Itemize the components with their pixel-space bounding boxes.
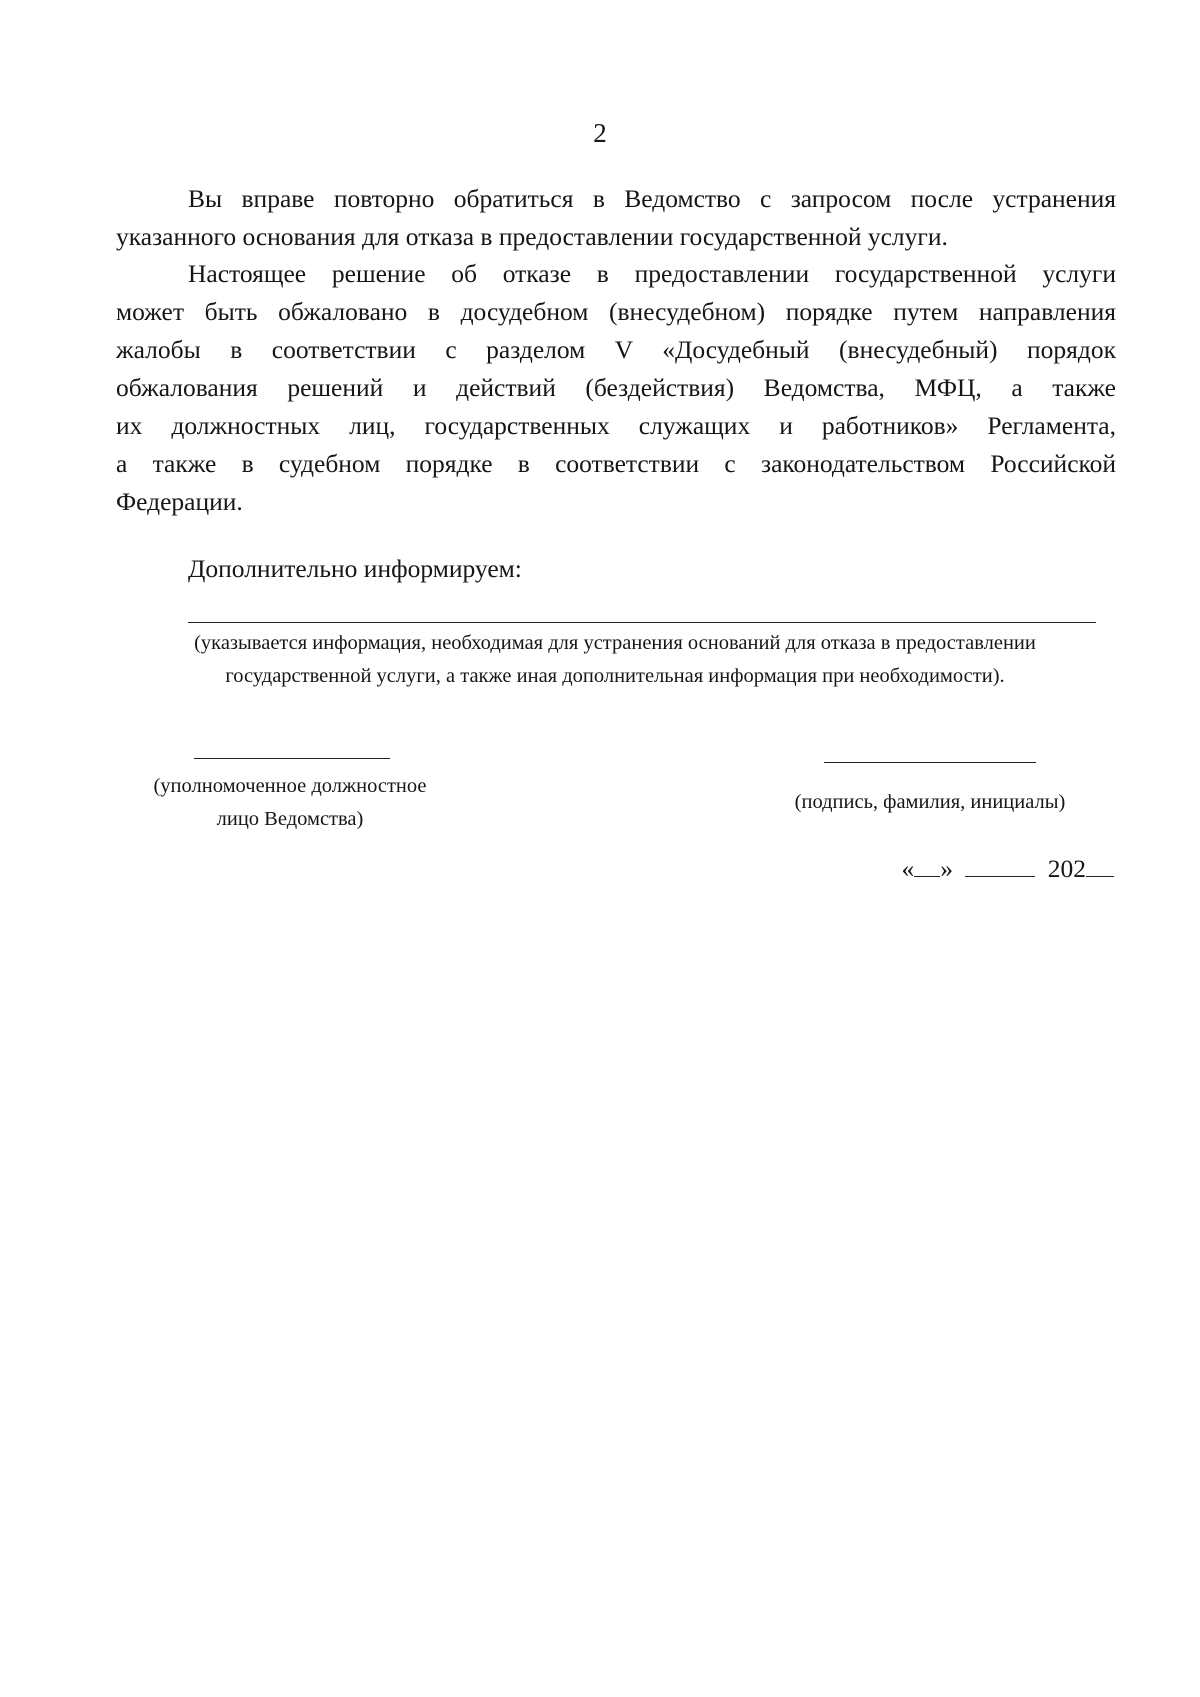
additional-info-caption (100, 627, 1130, 693)
additional-info-line (188, 622, 1096, 623)
page-number: 2 (593, 118, 607, 148)
year-prefix: 202 (1047, 854, 1086, 883)
paragraph-line: указанного основания для отказа в предоставлении государственной услуги. (116, 222, 948, 251)
caption-line: государственной услуги, а также иная дополнительная информация при необходимости). (225, 665, 1005, 687)
date-open-quote: « (901, 854, 915, 883)
official-signature-line (194, 758, 390, 759)
signature-line (824, 762, 1036, 763)
caption-line: лицо Ведомства) (216, 808, 364, 830)
official-caption (110, 770, 470, 836)
paragraph-line: Федерации. (116, 487, 243, 516)
caption-line: (уполномоченное должностное (153, 775, 427, 797)
paragraph-line: а также в судебном порядке в соответствии с законодательством Российской (116, 449, 1116, 478)
paragraph-line: может быть обжаловано в досудебном (внесудебном) порядке путем направления (116, 297, 1116, 326)
additional-info-label: Дополнительно информируем: (188, 554, 522, 583)
paragraph-line: Вы вправе повторно обратиться в Ведомство с запросом после устранения (188, 184, 1116, 213)
paragraph-line: обжалования решений и действий (бездействия) Ведомства, МФЦ, а также (116, 373, 1116, 402)
signature-caption: (подпись, фамилия, инициалы) (794, 791, 1066, 813)
year-blank (1086, 852, 1114, 877)
month-blank (965, 852, 1035, 877)
paragraph-line: жалобы в соответствии с разделом V «Досудебный (внесудебный) порядок (116, 335, 1116, 364)
paragraph-line: Настоящее решение об отказе в предоставлении государственной услуги (188, 259, 1116, 288)
caption-line: (указывается информация, необходимая для устранения оснований для отказа в предоставлении (194, 632, 1036, 654)
day-blank (914, 852, 940, 877)
paragraph-line: их должностных лиц, государственных служащих и работников» Регламента, (116, 411, 1116, 440)
date-line (902, 852, 1115, 884)
paragraph-appeal (116, 255, 1116, 521)
paragraph-repeat-request (116, 180, 1116, 256)
date-close-quote: » (940, 854, 953, 883)
